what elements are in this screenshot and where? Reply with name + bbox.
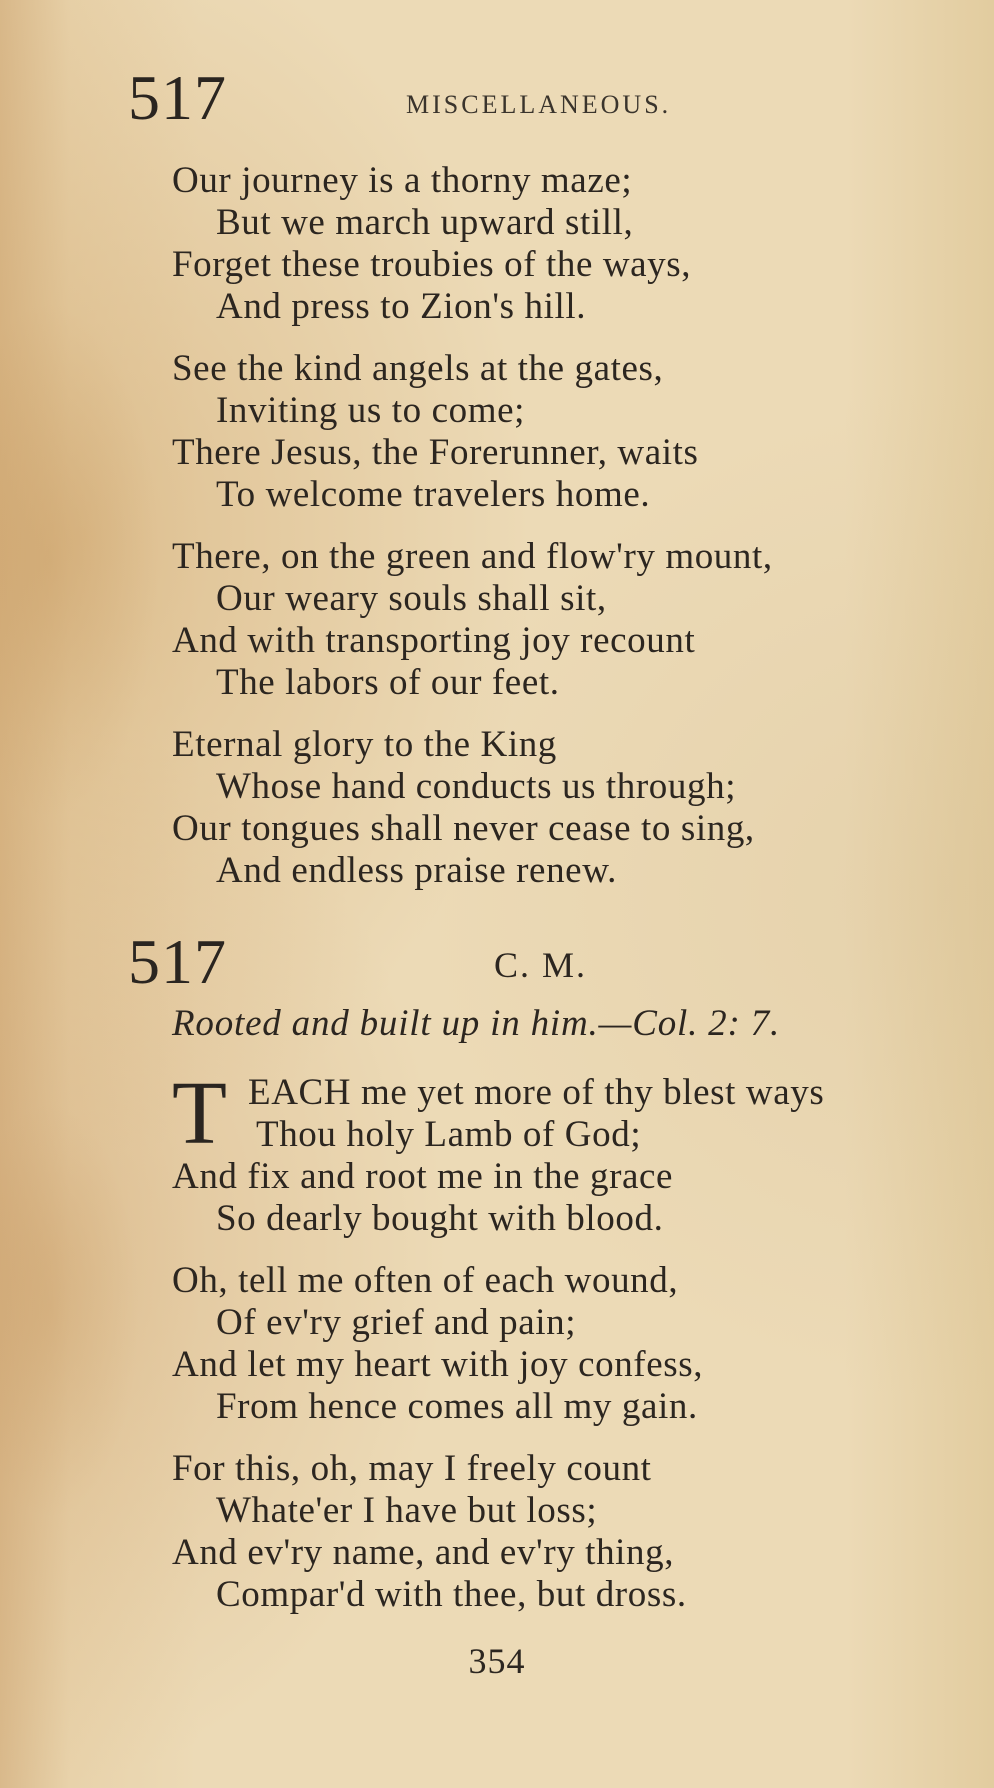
- stanza: [172, 1260, 972, 1428]
- verse-line: But we march upward still,: [216, 202, 634, 243]
- verse-line: Our journey is a thorny maze;: [172, 160, 633, 201]
- verse-line: Our tongues shall never cease to sing,: [172, 808, 755, 849]
- stanza: [172, 348, 972, 516]
- verse-line: There Jesus, the Forerunner, waits: [172, 432, 699, 473]
- stanza-first: [172, 1064, 972, 1240]
- page-header: [128, 62, 888, 136]
- drop-cap: T: [172, 1064, 227, 1163]
- verse-line: And press to Zion's hill.: [216, 286, 587, 327]
- running-head: MISCELLANEOUS.: [406, 90, 672, 119]
- verse-line: Thou holy Lamb of God;: [256, 1114, 642, 1155]
- verse-line: Our weary souls shall sit,: [216, 578, 607, 619]
- verse-line: Compar'd with thee, but dross.: [216, 1574, 687, 1615]
- hymn-header: [128, 926, 888, 1000]
- verse-line: EACH me yet more of thy blest ways: [248, 1072, 825, 1113]
- hymn-meter: C. M.: [494, 945, 588, 985]
- paper-stain: [0, 1100, 140, 1520]
- verse-line: From hence comes all my gain.: [216, 1386, 698, 1427]
- verse-line: For this, oh, may I freely count: [172, 1448, 652, 1489]
- verse-line: Oh, tell me often of each wound,: [172, 1260, 679, 1301]
- verse-line: Whose hand conducts us through;: [216, 766, 737, 807]
- hymn-number: 517: [128, 62, 227, 133]
- verse-line: See the kind angels at the gates,: [172, 348, 664, 389]
- verse-line: The labors of our feet.: [216, 662, 560, 703]
- hymn-continued: [172, 160, 972, 912]
- verse-line: And with transporting joy recount: [172, 620, 696, 661]
- verse-line: And ev'ry name, and ev'ry thing,: [172, 1532, 675, 1573]
- verse-line: Inviting us to come;: [216, 390, 525, 431]
- verse-line: And let my heart with joy confess,: [172, 1344, 704, 1385]
- verse-line: Of ev'ry grief and pain;: [216, 1302, 577, 1343]
- stanza: [172, 724, 972, 892]
- scripture-reference: Rooted and built up in him.—Col. 2: 7.: [172, 1003, 781, 1044]
- verse-line: And fix and root me in the grace: [172, 1156, 674, 1197]
- stanza: [172, 536, 972, 704]
- verse-line: Eternal glory to the King: [172, 724, 557, 765]
- page-number: 354: [468, 1641, 526, 1681]
- paper-stain: [0, 300, 160, 820]
- verse-line: And endless praise renew.: [216, 850, 617, 891]
- hymn-number: 517: [128, 926, 227, 997]
- verse-line: To welcome travelers home.: [216, 474, 651, 515]
- hymn-body: [172, 1064, 972, 1636]
- stanza: [172, 160, 972, 328]
- stanza: [172, 1448, 972, 1616]
- verse-line: Forget these troubies of the ways,: [172, 244, 692, 285]
- verse-line: So dearly bought with blood.: [216, 1198, 664, 1239]
- verse-line: Whate'er I have but loss;: [216, 1490, 598, 1531]
- verse-line: There, on the green and flow'ry mount,: [172, 536, 773, 577]
